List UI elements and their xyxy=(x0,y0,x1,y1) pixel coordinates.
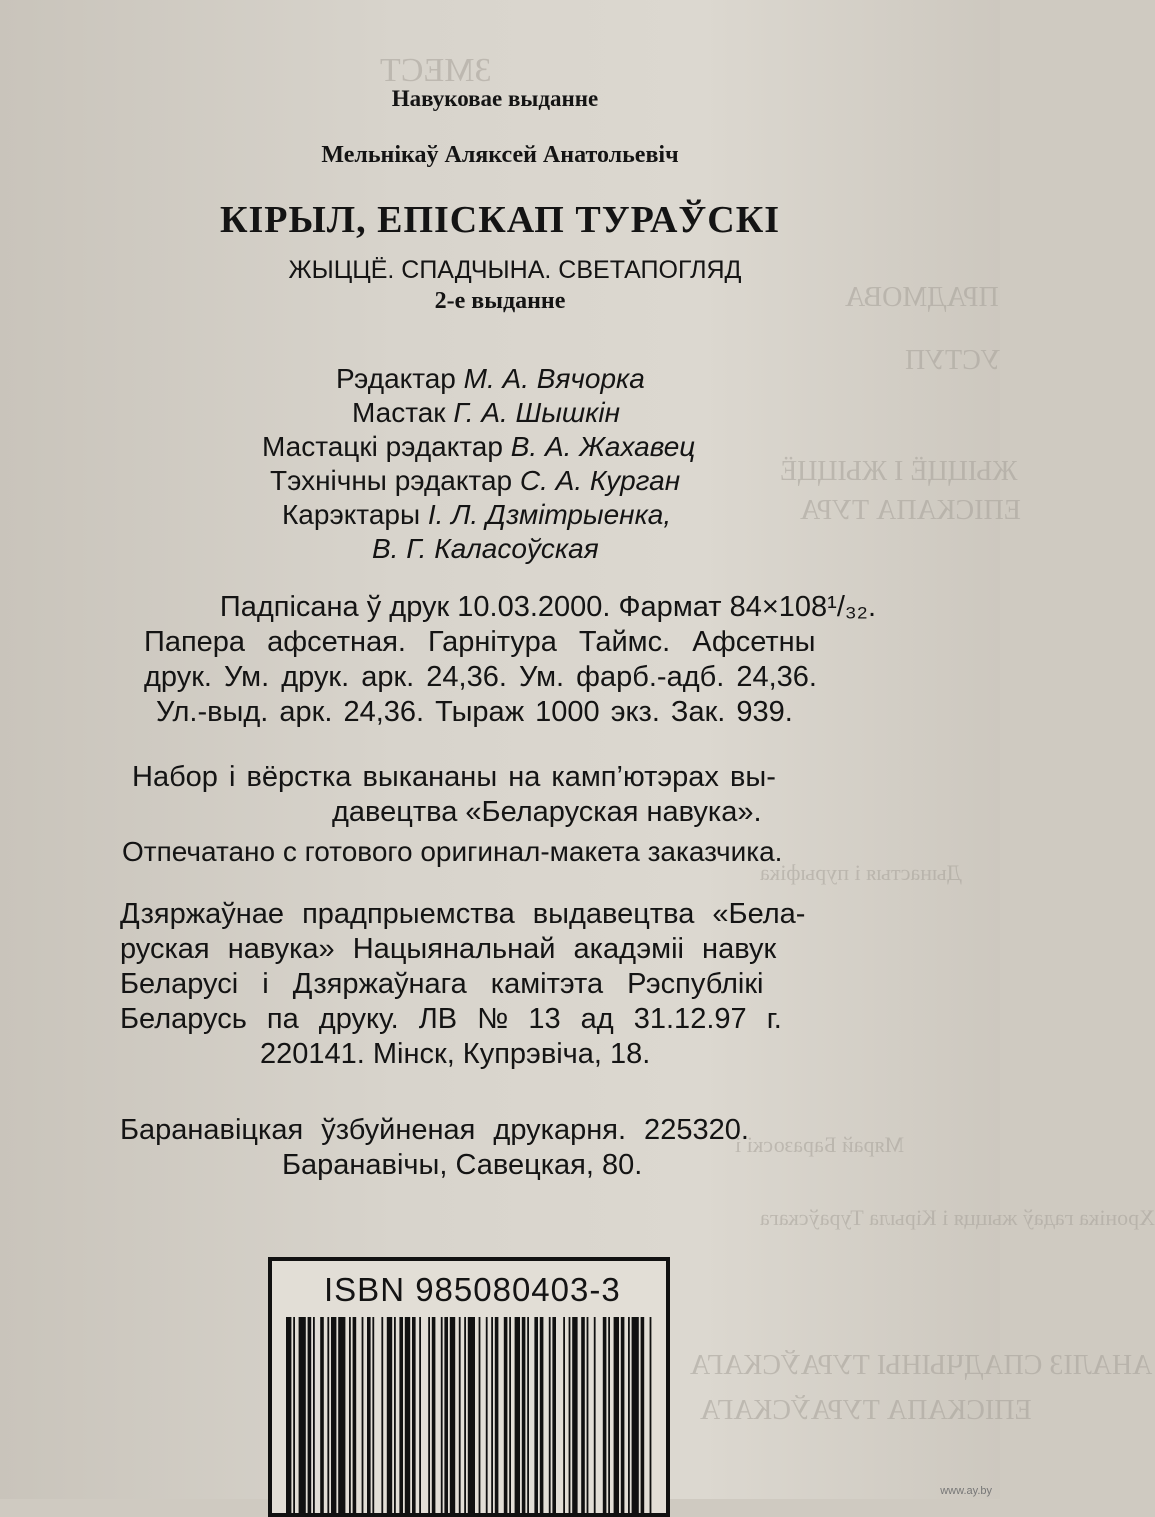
barcode-bar xyxy=(486,1317,488,1517)
barcode-bar xyxy=(641,1317,645,1517)
printed-from-note: Отпечатано с готового оригинал-макета заказчика. xyxy=(122,836,783,867)
barcode-bar xyxy=(581,1317,585,1517)
typesetting-note xyxy=(120,760,872,830)
barcode-bar xyxy=(331,1317,336,1517)
typesetting-line xyxy=(120,795,872,830)
barcode-bar xyxy=(338,1317,345,1517)
barcode-bar xyxy=(286,1317,291,1517)
barcode-bar xyxy=(594,1317,596,1517)
barcode-bar xyxy=(419,1317,421,1517)
barcode-bar xyxy=(491,1317,493,1517)
barcode-bar xyxy=(428,1317,430,1517)
print-info-text: Папера афсетная. Гарнітура Таймс. Афсетны xyxy=(144,626,816,658)
publisher-info xyxy=(120,897,872,1072)
printer-info xyxy=(120,1113,872,1183)
print-info-line xyxy=(120,660,872,695)
book-title: КІРЫЛ, ЕПІСКАП ТУРАЎСКІ xyxy=(219,199,781,241)
publisher-text: Беларусь па друку. ЛВ № 13 ад 31.12.97 г. xyxy=(120,1003,782,1035)
typesetting-line xyxy=(120,760,872,795)
printer-text: Баранавічы, Савецкая, 80. xyxy=(282,1149,643,1181)
credit-tech-editor xyxy=(270,465,680,497)
show-through-text: ЗМЕСТ xyxy=(380,52,492,89)
barcode-bar xyxy=(349,1317,351,1517)
show-through-text: АНАЛІЗ СПАДЧЫНЫ ТУРАЎСКАГА xyxy=(690,1350,1153,1381)
barcode-bar xyxy=(549,1317,551,1517)
print-info-line xyxy=(120,590,876,625)
credit-role: Мастацкі рэдактар xyxy=(262,431,503,462)
barcode-bar xyxy=(608,1317,610,1517)
barcode-bar xyxy=(320,1317,324,1517)
barcode-bar xyxy=(459,1317,461,1517)
credit-name: М. А. Вячорка xyxy=(463,363,645,394)
barcode-bar xyxy=(468,1317,475,1517)
barcode-bar xyxy=(515,1317,520,1517)
barcode-bar xyxy=(299,1317,306,1517)
barcode-bar xyxy=(464,1317,466,1517)
printer-line xyxy=(120,1113,872,1148)
barcode-bar xyxy=(432,1317,436,1517)
watermark: www.ay.by xyxy=(940,1485,992,1497)
barcode-bar xyxy=(387,1317,392,1517)
barcode-bar xyxy=(372,1317,374,1517)
publisher-text: руская навука» Нацыянальнай акадэміі навук xyxy=(120,933,777,965)
barcode-bar xyxy=(367,1317,371,1517)
barcode-bar xyxy=(479,1317,481,1517)
show-through-text: Хроніка гадаў жыцця і Кірыла Тураўскага xyxy=(760,1205,1155,1230)
barcode-bar xyxy=(563,1317,565,1517)
barcode-bar xyxy=(444,1317,448,1517)
barcode-bar xyxy=(572,1317,577,1517)
barcode-bar xyxy=(569,1317,571,1517)
credit-name: В. А. Жахавец xyxy=(510,431,696,462)
credit-name: І. Л. Дзмітрыенка, xyxy=(427,499,672,530)
show-through-text: ЕПІСКАПА ТУРАЎСКАГА xyxy=(700,1395,1032,1426)
show-through-text: ПРАДМОВА xyxy=(845,282,999,313)
barcode-bar xyxy=(313,1317,315,1517)
publisher-line xyxy=(120,897,872,932)
barcode-bar xyxy=(353,1317,357,1517)
barcode-bar xyxy=(293,1317,295,1517)
barcode-bar xyxy=(495,1317,499,1517)
isbn-number: ISBN 985080403-3 xyxy=(324,1271,621,1308)
typesetting-text: давецтва «Беларуская навука». xyxy=(332,796,762,828)
credit-name: Г. А. Шышкін xyxy=(453,397,621,428)
credit-role: Тэхнічны рэдактар xyxy=(270,465,513,496)
show-through-text: Дынастыя і пурыфіка xyxy=(760,860,962,885)
credit-name: С. А. Курган xyxy=(519,465,681,496)
barcode-bar xyxy=(441,1317,443,1517)
barcode-bar xyxy=(399,1317,403,1517)
print-info-text: Падпісана ў друк 10.03.2000. Фармат 84×108¹/₃₂. xyxy=(219,591,876,623)
barcode-icon xyxy=(282,1317,656,1517)
barcode-bar xyxy=(362,1317,364,1517)
barcode-bar xyxy=(504,1317,508,1517)
barcode-bar xyxy=(308,1317,312,1517)
credit-editor xyxy=(336,363,645,395)
barcode-bar xyxy=(628,1317,630,1517)
printer-line xyxy=(120,1148,872,1183)
barcode-bar xyxy=(632,1317,639,1517)
author-name: Мельнікаў Аляксей Анатольевіч xyxy=(321,142,679,168)
publisher-line xyxy=(120,1037,872,1072)
show-through-text: ЕПІСКАПА ТУРА xyxy=(800,495,1021,526)
credit-role: Карэктары xyxy=(282,499,421,530)
credit-artist xyxy=(352,397,620,429)
barcode-bar xyxy=(412,1317,416,1517)
show-through-text: УСТУП xyxy=(905,345,1001,376)
barcode-bar xyxy=(522,1317,526,1517)
book-subtitle: ЖЫЦЦЁ. СПАДЧЫНА. СВЕТАПОГЛЯД xyxy=(288,256,742,284)
publisher-text: Дзяржаўнае прадпрыемства выдавецтва «Бела- xyxy=(120,898,806,930)
credit-role: Мастак xyxy=(352,397,446,428)
publisher-line xyxy=(120,1002,872,1037)
barcode-bar xyxy=(540,1317,544,1517)
barcode-bar xyxy=(509,1317,511,1517)
print-info xyxy=(120,590,876,730)
barcode-bar xyxy=(327,1317,329,1517)
barcode-bar xyxy=(405,1317,410,1517)
barcode-bar xyxy=(621,1317,625,1517)
print-info-line xyxy=(120,695,872,730)
credit-name: В. Г. Каласоўская xyxy=(372,533,599,564)
publisher-text: 220141. Мінск, Купрэвіча, 18. xyxy=(260,1038,651,1070)
edition: 2-е выданне xyxy=(434,288,566,314)
barcode-bar xyxy=(603,1317,607,1517)
typesetting-text: Набор і вёрстка выкананы на камп’ютэрах вы- xyxy=(132,761,776,793)
barcode-bar xyxy=(450,1317,455,1517)
barcode-bar xyxy=(552,1317,556,1517)
isbn-barcode-box xyxy=(268,1257,670,1517)
barcode-bar xyxy=(614,1317,619,1517)
printer-text: Баранавіцкая ўзбуйненая друкарня. 225320. xyxy=(120,1114,749,1146)
publisher-line xyxy=(120,967,872,1002)
print-info-text: друк. Ум. друк. арк. 24,36. Ум. фарб.-адб. 24,36. xyxy=(144,661,817,693)
barcode-bar xyxy=(527,1317,529,1517)
barcode-bar xyxy=(534,1317,538,1517)
barcode-bar xyxy=(381,1317,383,1517)
credit-role: Рэдактар xyxy=(336,363,456,394)
barcode-bar xyxy=(650,1317,652,1517)
credit-art-editor xyxy=(262,431,695,463)
print-info-line xyxy=(120,625,872,660)
publication-type: Навуковае выданне xyxy=(391,86,599,111)
barcode-bar xyxy=(394,1317,396,1517)
show-through-text: ЖЫЦЦЁ І ЖЫЦЦЁ xyxy=(780,456,1018,487)
credit-proofreaders xyxy=(282,499,671,531)
publisher-line xyxy=(120,932,872,967)
show-through-text: Мярай Баразоскі і xyxy=(735,1132,905,1157)
publisher-text: Беларусі і Дзяржаўнага камітэта Рэспублікі xyxy=(120,968,764,1000)
print-info-text: Ул.-выд. арк. 24,36. Тыраж 1000 экз. Зак. 939. xyxy=(156,696,793,728)
barcode-bar xyxy=(587,1317,589,1517)
